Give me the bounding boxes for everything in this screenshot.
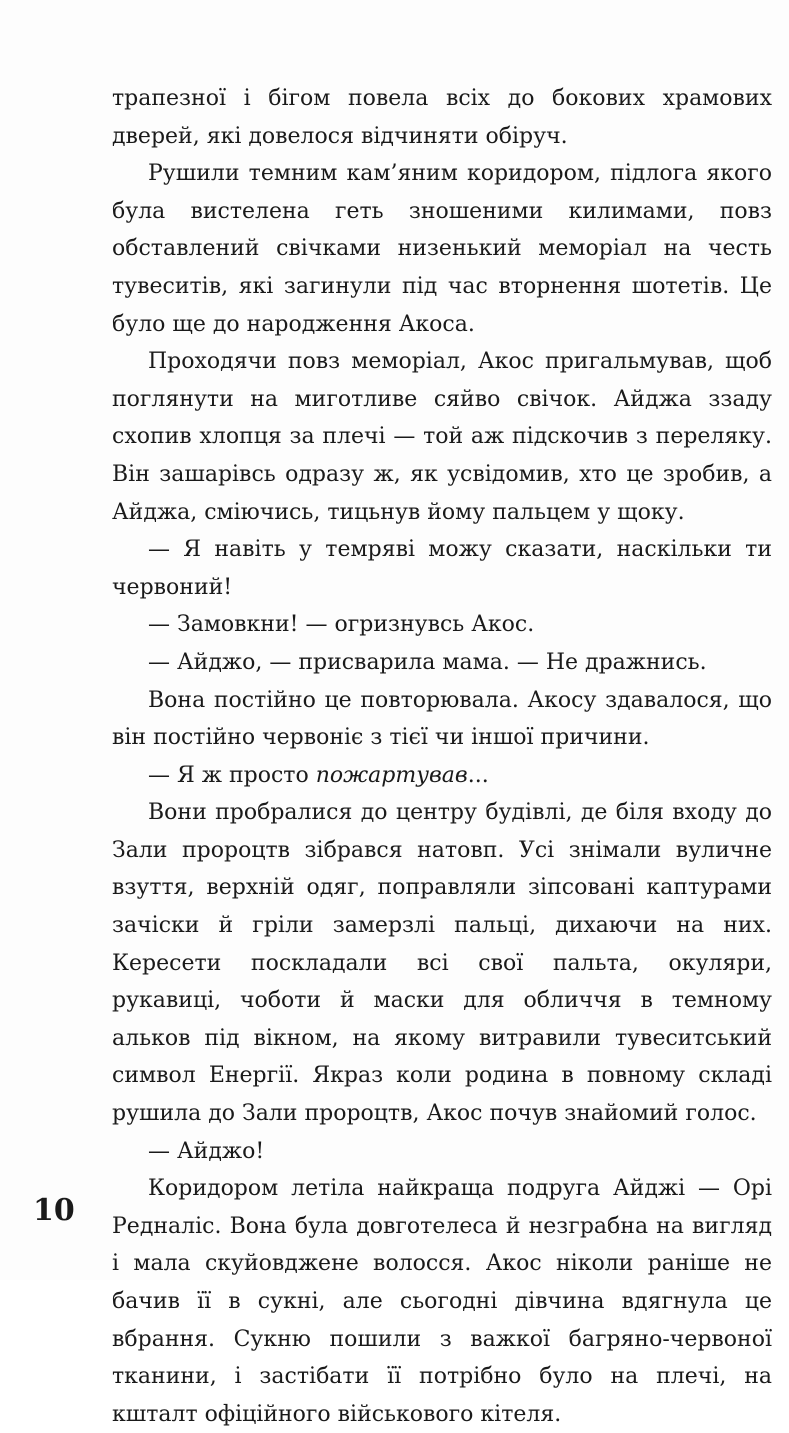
paragraph-5: — Замовкни! — огризнувсь Акос. bbox=[148, 612, 535, 638]
paragraph-11: Коридором летіла найкраща подруга Айджі — Орі Редналіс. Вона була довготелеса й незграбна на вигляд і мала скуйовджене волосся. Акос ніколи раніше не бачив її в сукні, але сьогодні дівчина вдягнула це вбрання. Сукню пошили з важкої багряно-червоної тканини, і застібати її потрібно було на плечі, на кшталт офіційного військового кітеля. bbox=[112, 1176, 772, 1427]
paragraph-4: — Я навіть у темряві можу сказати, наскільки ти червоний! bbox=[112, 537, 772, 600]
paragraph-7: Вона постійно це повторювала. Акосу здавалося, що він постійно червоніє з тієї чи іншої причини. bbox=[112, 687, 772, 751]
page-number: 10 bbox=[33, 1193, 75, 1228]
paragraph-8 bbox=[112, 757, 772, 795]
body-text bbox=[112, 80, 772, 1433]
paragraph-8-emphasis: пожартував bbox=[315, 762, 468, 788]
paragraph-2: Рушили темним кам’яним коридором, підлога якого була вистелена геть зношеними килимами, повз обставлений свічками низенький меморіал на честь тувеситів, які загинули під час вторнення шотетів. Це було ще до народження Акоса. bbox=[112, 161, 772, 337]
paragraph-8-start: — Я ж просто bbox=[148, 762, 316, 788]
paragraph-3: Проходячи повз меморіал, Акос пригальмував, щоб поглянути на миготливе сяйво свічок. Айджа ззаду схопив хлопця за плечі — той аж підскочив з переляку. Він зашарівсь одразу ж, як усвідомив, хто це зробив, а Айджа, сміючись, тицьнув йому пальцем у щоку. bbox=[112, 349, 772, 525]
paragraph-10: — Айджо! bbox=[148, 1138, 265, 1164]
paragraph-8-end: ... bbox=[467, 762, 489, 788]
paragraph-9: Вони пробралися до центру будівлі, де біля входу до Зали пророцтв зібрався натовп. Усі знімали вуличне взуття, верхній одяг, поправляли зіпсовані каптурами зачіски й гріли замерзлі пальці, дихаючи на них. Кересети поскладали всі свої пальта, окуляри, рукавиці, чоботи й маски для обличчя в темному альков під вікном, на якому витравили тувеситський символ Енергії. Якраз коли родина в повному складі рушила до Зали пророцтв, Акос почув знайомий голос. bbox=[112, 800, 772, 1127]
paragraph-1: трапезної і бігом повела всіх до бокових храмових дверей, які довелося відчиняти обіруч. bbox=[112, 86, 772, 149]
paragraph-6: — Айджо, — присварила мама. — Не дражнись. bbox=[148, 649, 707, 675]
